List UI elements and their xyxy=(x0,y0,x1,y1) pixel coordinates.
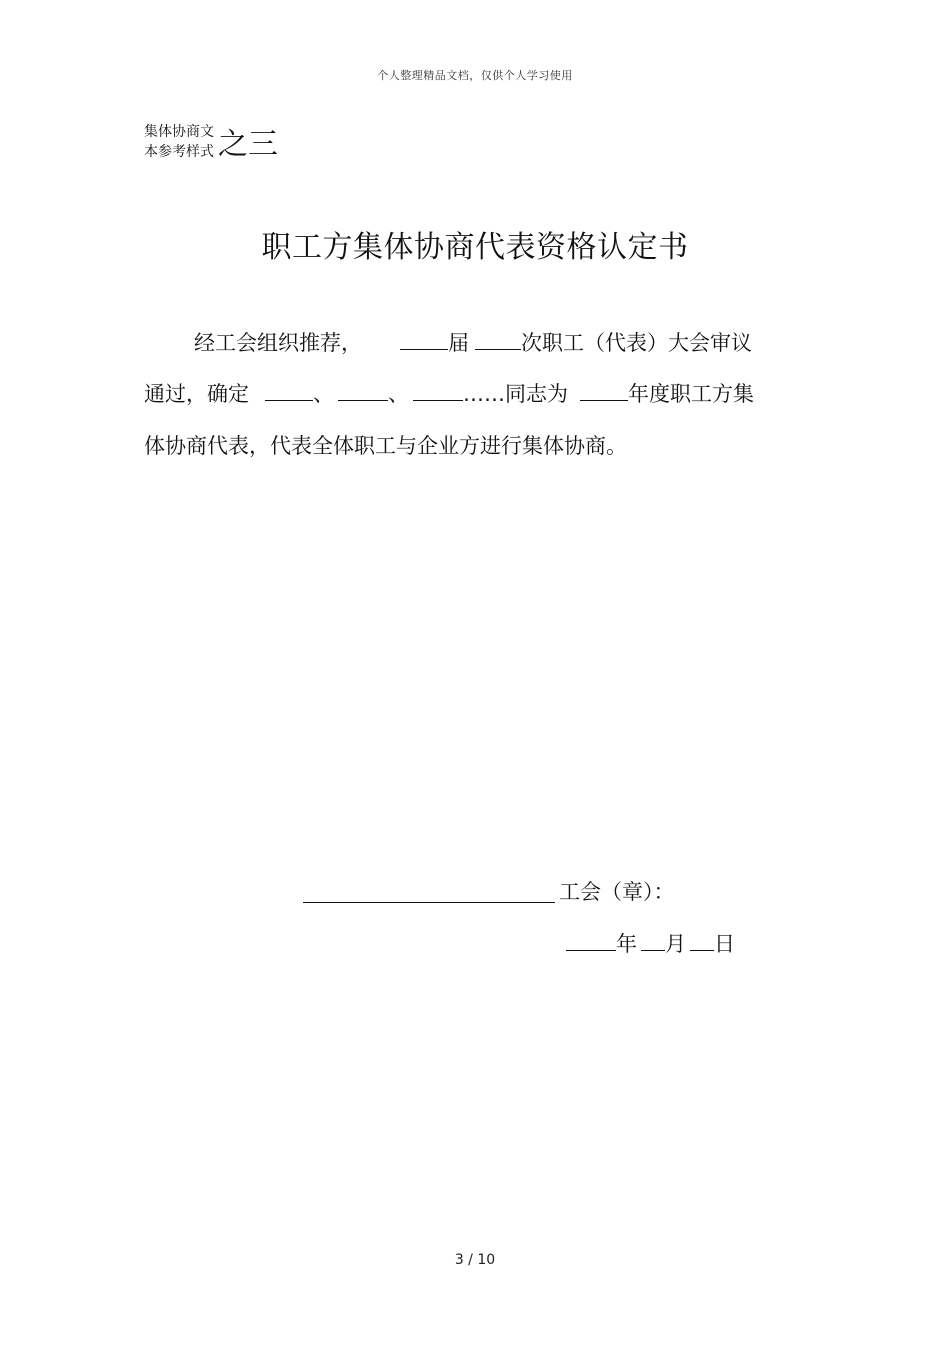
month-blank xyxy=(641,930,665,951)
template-label-text xyxy=(144,122,214,162)
template-label-number: 之三 xyxy=(218,127,278,162)
year-blank xyxy=(566,930,616,951)
body-text: ……同志为 xyxy=(463,382,568,406)
year-label: 年 xyxy=(616,932,637,956)
day-label: 日 xyxy=(714,932,735,956)
page-number: 3 / 10 xyxy=(454,1252,496,1268)
body-text: 、 xyxy=(313,382,334,406)
body-text: 次职工（代表）大会审议 xyxy=(521,331,752,355)
body-text: 经工会组织推荐， xyxy=(194,331,362,355)
body-text: 年度职工方集 xyxy=(628,382,754,406)
fill-blank xyxy=(413,380,463,401)
template-label-line2: 本参考样式 xyxy=(144,144,214,160)
page-header-note: 个人整理精品文档，仅供个人学习使用 xyxy=(377,69,573,82)
template-label-line1: 集体协商文 xyxy=(144,124,214,140)
body-line-1 xyxy=(194,327,752,357)
day-blank xyxy=(690,930,714,951)
fill-blank xyxy=(400,329,448,350)
date-row xyxy=(566,928,735,958)
fill-blank xyxy=(338,380,388,401)
union-seal-label: 工会（章）： xyxy=(559,880,675,904)
signature-line xyxy=(303,902,555,903)
month-label: 月 xyxy=(665,932,686,956)
body-text: 、 xyxy=(388,382,409,406)
template-label xyxy=(144,122,278,162)
body-text: 届 xyxy=(448,331,469,355)
fill-blank xyxy=(580,380,628,401)
document-title: 职工方集体协商代表资格认定书 xyxy=(261,230,689,265)
fill-blank xyxy=(265,380,313,401)
body-text: 通过，确定 xyxy=(144,382,249,406)
body-line-2 xyxy=(144,378,754,408)
fill-blank xyxy=(475,329,521,350)
body-line-3: 体协商代表，代表全体职工与企业方进行集体协商。 xyxy=(144,434,627,458)
